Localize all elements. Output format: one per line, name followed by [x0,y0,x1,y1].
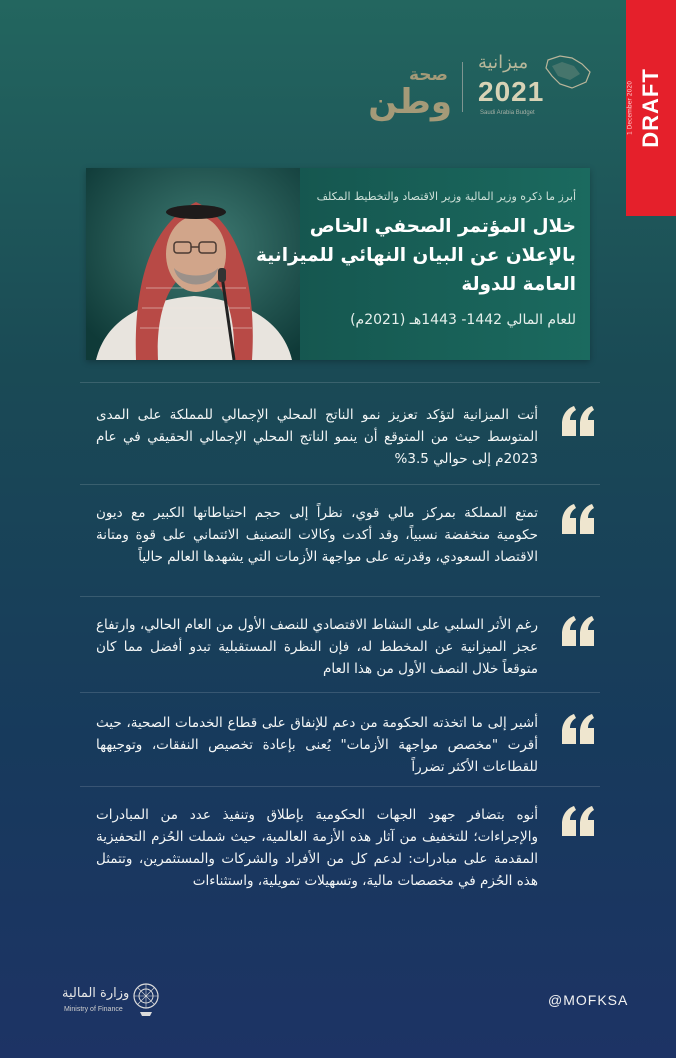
logo-divider [462,62,463,112]
separator [80,596,600,597]
separator [80,382,600,383]
budget-2021-logo [470,48,600,118]
saudi-map-icon [542,52,594,92]
budget-logo-arabic: ميزانية [478,52,529,73]
quote-item [96,712,600,782]
quote-item [96,804,600,896]
hero-title: خلال المؤتمر الصحفي الخاص بالإعلان عن البيان النهائي للميزانية العامة للدولة [255,216,576,295]
quote-text: تمتع المملكة بمركز مالي قوي، نظراً إلى حجم احتياطاتها الكبير مع ديون حكومية منخفضة نسبياً، وقد أكدت وكالات التصنيف الائتماني على قوة ومتانة الاقتصاد السعودي، وقدرته على مواجهة الأزمات التي يشهدها العالم حالياً [96,505,538,565]
watan-health-logo [356,66,452,124]
budget-logo-year: 2021 [478,76,545,107]
quote-text: رغم الأثر السلبي على النشاط الاقتصادي للنصف الأول من العام الحالي، وارتفاع عجز الميزانية عن المخطط له، فإن النظرة المستقبلية تبدو أفضل مما كان متوقعاً خلال النصف الأول من هذا العام [96,617,538,677]
quote-icon [558,612,598,652]
budget-logo-english: Saudi Arabia Budget [480,110,535,116]
quote-text: أتت الميزانية لتؤكد تعزيز نمو الناتج المحلي الإجمالي للمملكة على المدى المتوسط حيث من المتوقع أن ينمو الناتج المحلي الإجمالي الحقيقي في عام 2023م إلى حوالي 3.5% [96,407,538,467]
separator [80,786,600,787]
separator [80,692,600,693]
hero-intro: أبرز ما ذكره وزير المالية وزير الاقتصاد والتخطيط المكلف [316,190,576,203]
ministry-of-finance-logo [60,980,164,1026]
watan-logo-big: وطن [368,82,452,122]
hero-card [86,168,590,360]
draft-date: 1 December 2020 [626,80,634,136]
ministry-name-english: Ministry of Finance [64,1006,123,1013]
draft-label: DRAFT [638,68,663,148]
quote-item [96,404,600,476]
quote-icon [558,802,598,842]
watan-logo-small: صحة [409,65,448,85]
social-handle[interactable]: @MOFKSA [548,992,629,1008]
ministry-name-arabic: وزارة المالية [62,986,130,1001]
quote-icon [558,402,598,442]
quote-icon [558,500,598,540]
separator [80,484,600,485]
quote-item [96,614,600,684]
quote-text: أشير إلى ما اتخذته الحكومة من دعم للإنفاق على قطاع الخدمات الصحية، حيث أقرت "مخصص مواجهة الأزمات" يُعنى بإعادة تخصيص النفقات، وتوجيهها للقطاعات الأكثر تضرراً [96,715,538,775]
quote-icon [558,710,598,750]
quote-text: أنوه بتضافر جهود الجهات الحكومية بإطلاق وتنفيذ عدد من المبادرات والإجراءات؛ للتخفيف من آثار هذه الأزمة العالمية، حيث شملت الحُزم التحفيزية المقدمة على مبادرات: لدعم كل من الأفراد والشركات والمستثمرين، وتتمثل هذه الحُزم في مخصصات مالية، وتسهيلات تمويلية، واستثناءات [96,807,538,889]
draft-banner [626,0,676,216]
ministry-emblem-icon [130,980,162,1020]
hero-subtitle: للعام المالي 1442- 1443هـ (2021م) [350,312,576,328]
quote-item [96,502,600,590]
